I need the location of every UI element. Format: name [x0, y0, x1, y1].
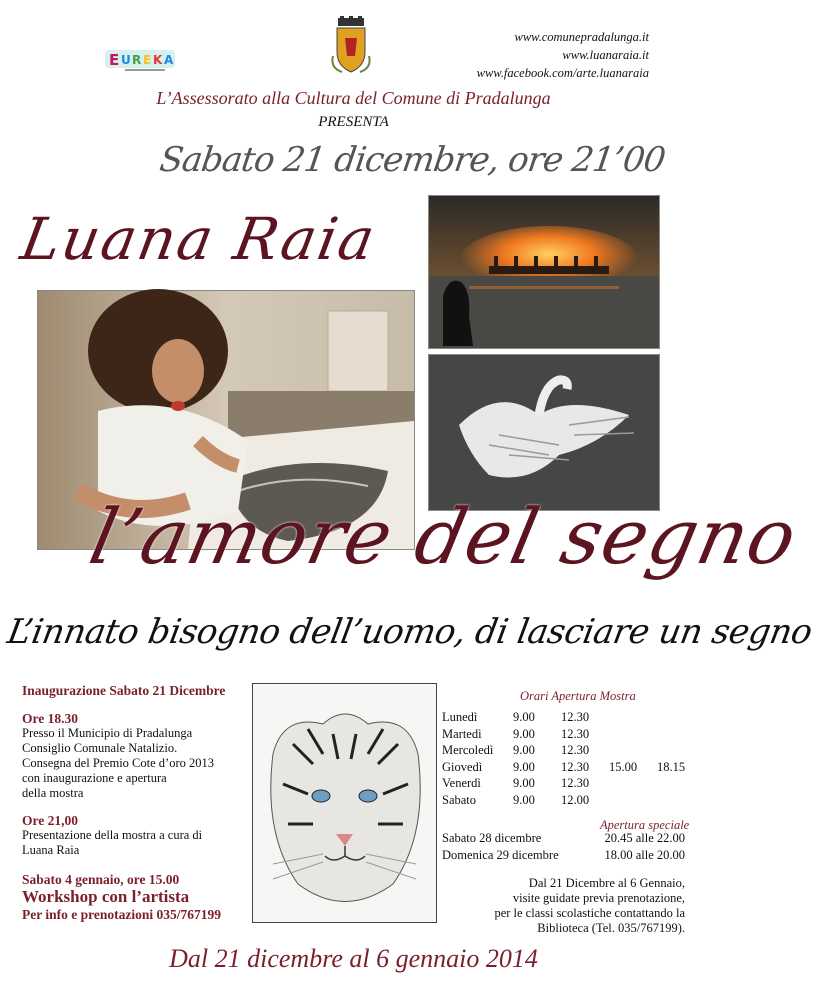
svg-text:E: E: [143, 53, 152, 67]
close-cell: 12.30: [561, 710, 590, 724]
special-opening-heading: Apertura speciale: [600, 818, 690, 832]
workshop-block: [22, 872, 252, 922]
program-text-line: Luana Raia: [22, 843, 80, 857]
open-cell: 9.00: [513, 710, 535, 724]
open-cell: 9.00: [513, 792, 535, 807]
special-time-cell: 18.00 alle 20.00: [604, 848, 685, 862]
svg-text:K: K: [153, 53, 163, 67]
time-heading-2: Ore 21,00: [22, 813, 78, 828]
note-line: Dal 21 Dicembre al 6 Gennaio,: [528, 876, 685, 890]
day-cell: Giovedì: [442, 759, 483, 774]
tiger-drawing-image: [252, 683, 437, 923]
open2-cell: [609, 793, 657, 810]
program-text-line: con inaugurazione e apertura: [22, 771, 167, 785]
special-day-cell: Domenica 29 dicembre: [442, 848, 559, 862]
program-text-line: Consiglio Comunale Natalizio.: [22, 741, 178, 755]
close2-cell: [657, 727, 685, 744]
open-cell: 9.00: [513, 759, 535, 774]
close2-cell: [657, 743, 685, 760]
table-row: [442, 776, 685, 793]
exhibition-dates-footer: Dal 21 dicembre al 6 gennaio 2014: [169, 944, 538, 973]
open2-cell: [609, 727, 657, 744]
close-cell: 12.30: [561, 776, 590, 790]
day-cell: Lunedì: [442, 710, 478, 724]
open2-cell: [609, 710, 657, 727]
program-text-line: della mostra: [22, 786, 84, 800]
municipal-crest-icon: [330, 16, 372, 76]
day-cell: Sabato: [442, 792, 477, 807]
time-heading-1: Ore 18.30: [22, 711, 78, 726]
exhibition-title: l’amore del segno: [82, 492, 805, 581]
program-block-1: [22, 711, 252, 801]
svg-text:R: R: [132, 53, 142, 67]
open-cell: 9.00: [513, 743, 535, 757]
close-cell: 12.30: [561, 743, 590, 757]
guided-visits-note: [435, 876, 685, 936]
day-cell: Mercoledì: [442, 743, 494, 757]
day-cell: Venerdì: [442, 776, 481, 790]
workshop-date: Sabato 4 gennaio, ore 15.00: [22, 872, 180, 887]
swan-drawing-image: [428, 354, 660, 511]
table-row: [442, 760, 685, 777]
close2-cell: 18.15: [657, 759, 686, 774]
exhibition-subtitle: L’innato bisogno dell’uomo, di lasciare un segno: [4, 612, 815, 652]
table-row: [442, 830, 685, 847]
program-block-2: [22, 813, 252, 858]
close2-cell: [657, 776, 685, 793]
note-line: visite guidate previa prenotazione,: [512, 891, 685, 905]
table-row: [442, 793, 685, 810]
presents-label: PRESENTA: [318, 114, 389, 130]
event-date-heading: Sabato 21 dicembre, ore 21’00: [157, 140, 668, 180]
table-row: [442, 727, 685, 744]
special-opening-table: [442, 830, 685, 864]
table-row: [442, 743, 685, 760]
close-cell: 12.30: [561, 726, 590, 741]
opening-hours-heading: Orari Apertura Mostra: [520, 689, 636, 703]
workshop-contact: Per info e prenotazioni 035/767199: [22, 907, 221, 922]
program-text-line: Presentazione della mostra a cura di: [22, 828, 203, 842]
website-links: [477, 28, 649, 82]
link-artist-site[interactable]: www.luanaraia.it: [562, 48, 649, 62]
open2-cell: 15.00: [609, 759, 638, 774]
organizer-line: L’Assessorato alla Cultura del Comune di Pradalunga: [156, 88, 551, 108]
inauguration-heading: Inaugurazione Sabato 21 Dicembre: [22, 683, 226, 698]
program-text-line: Presso il Municipio di Pradalunga: [22, 726, 193, 740]
svg-text:U: U: [121, 53, 131, 67]
artist-name: Luana Raia: [16, 205, 382, 273]
special-day-cell: Sabato 28 dicembre: [442, 831, 542, 845]
special-time-cell: 20.45 alle 22.00: [604, 831, 685, 845]
program-column: [22, 683, 252, 922]
svg-text:E: E: [109, 51, 120, 69]
workshop-title: Workshop con l’artista: [22, 887, 190, 906]
link-facebook[interactable]: www.facebook.com/arte.luanaraia: [476, 66, 649, 80]
table-row: [442, 847, 685, 864]
close2-cell: [657, 793, 685, 810]
link-comune[interactable]: www.comunepradalunga.it: [514, 30, 649, 44]
open2-cell: [609, 776, 657, 793]
open-cell: 9.00: [513, 776, 535, 790]
day-cell: Martedì: [442, 726, 482, 741]
note-line: Biblioteca (Tel. 035/767199).: [537, 921, 685, 935]
open-cell: 9.00: [513, 726, 535, 741]
svg-text:A: A: [164, 53, 174, 67]
fire-scene-image: [428, 195, 660, 349]
close-cell: 12.00: [561, 792, 590, 807]
note-line: per le classi scolastiche contattando la: [494, 906, 685, 920]
close2-cell: [657, 710, 685, 727]
opening-hours-table: [442, 710, 685, 809]
close-cell: 12.30: [561, 759, 590, 774]
eureka-logo: [103, 42, 177, 74]
open2-cell: [609, 743, 657, 760]
table-row: [442, 710, 685, 727]
program-text-line: Consegna del Premio Cote d’oro 2013: [22, 756, 214, 770]
